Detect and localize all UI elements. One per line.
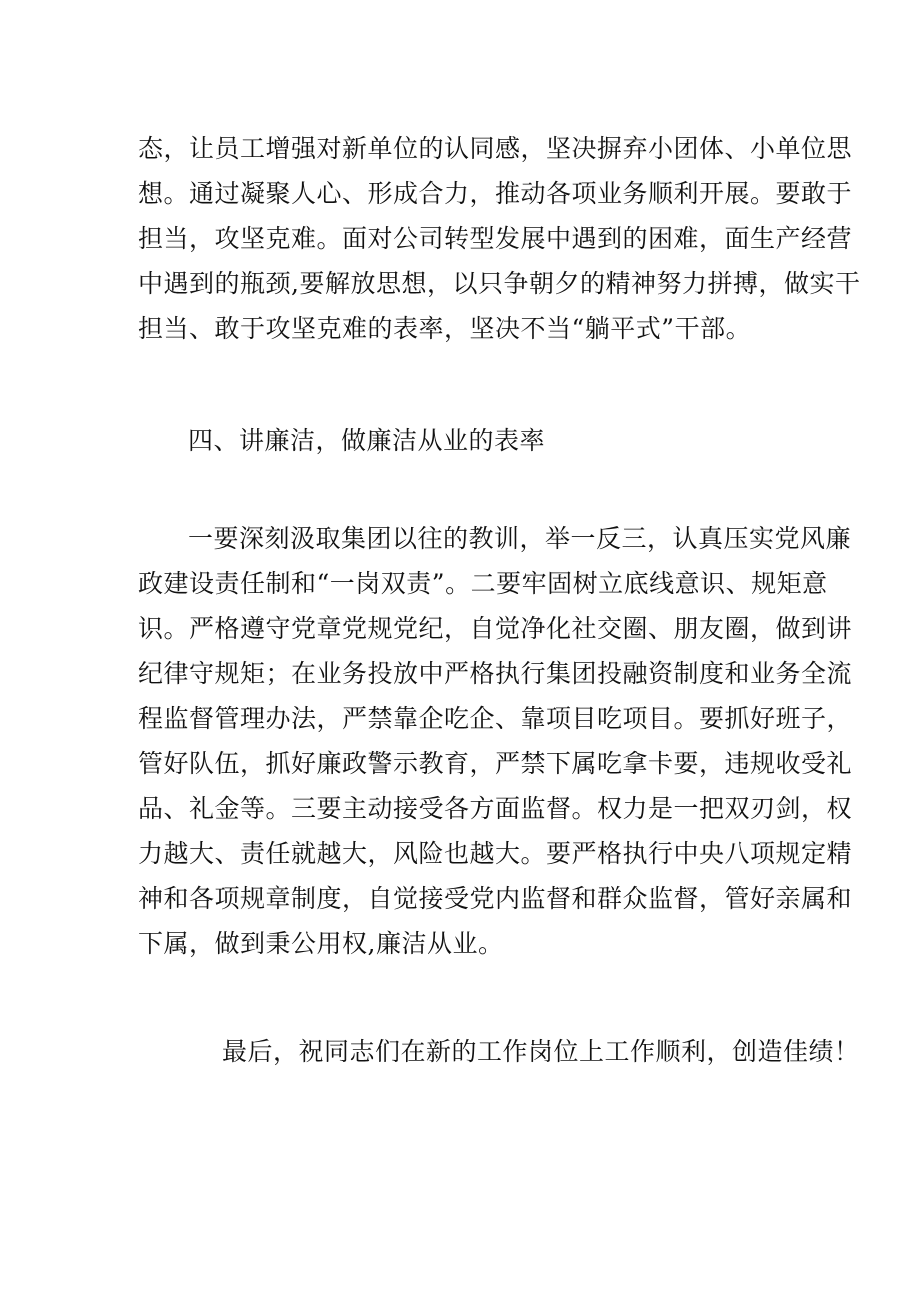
paragraph-line: 纪律守规矩；在业务投放中严格执行集团投融资制度和业务全流 bbox=[138, 659, 853, 688]
paragraph-line: 品、礼金等。三要主动接受各方面监督。权力是一把双刃剑，权 bbox=[138, 794, 853, 823]
paragraph-line: 神和各项规章制度，自觉接受党内监督和群众监督，管好亲属和 bbox=[138, 884, 853, 913]
section-paragraph bbox=[138, 516, 853, 966]
paragraph-line: 力越大、责任就越大，风险也越大。要严格执行中央八项规定精 bbox=[138, 839, 853, 868]
paragraph-line: 态，让员工增强对新单位的认同感，坚决摒弃小团体、小单位思 bbox=[138, 134, 853, 163]
paragraph-line: 下属，做到秉公用权,廉洁从业。 bbox=[138, 929, 504, 958]
paragraph-line: 担当、敢于攻坚克难的表率，坚决不当“躺平式”干部。 bbox=[138, 314, 752, 343]
continuation-paragraph bbox=[138, 126, 861, 351]
paragraph-line: 程监督管理办法，严禁靠企吃企、靠项目吃项目。要抓好班子， bbox=[138, 704, 853, 733]
paragraph-line: 管好队伍，抓好廉政警示教育，严禁下属吃拿卡要，违规收受礼 bbox=[138, 749, 853, 778]
paragraph-line: 中遇到的瓶颈,要解放思想，以只争朝夕的精神努力拼搏，做实干 bbox=[138, 269, 861, 298]
paragraph-line: 政建设责任制和“一岗双责”。二要牢固树立底线意识、规矩意 bbox=[138, 569, 828, 598]
paragraph-line: 一要深刻汲取集团以往的教训，举一反三，认真压实党风廉 bbox=[188, 524, 852, 553]
paragraph-line: 担当，攻坚克难。面对公司转型发展中遇到的困难，面生产经营 bbox=[138, 224, 853, 253]
paragraph-line: 想。通过凝聚人心、形成合力，推动各项业务顺利开展。要敢于 bbox=[138, 179, 853, 208]
section-heading: 四、讲廉洁，做廉洁从业的表率 bbox=[188, 426, 546, 455]
closing-remark: 最后，祝同志们在新的工作岗位上工作顺利，创造佳绩！ bbox=[222, 1037, 860, 1066]
paragraph-line: 识。严格遵守党章党规党纪，自觉净化社交圈、朋友圈，做到讲 bbox=[138, 614, 853, 643]
